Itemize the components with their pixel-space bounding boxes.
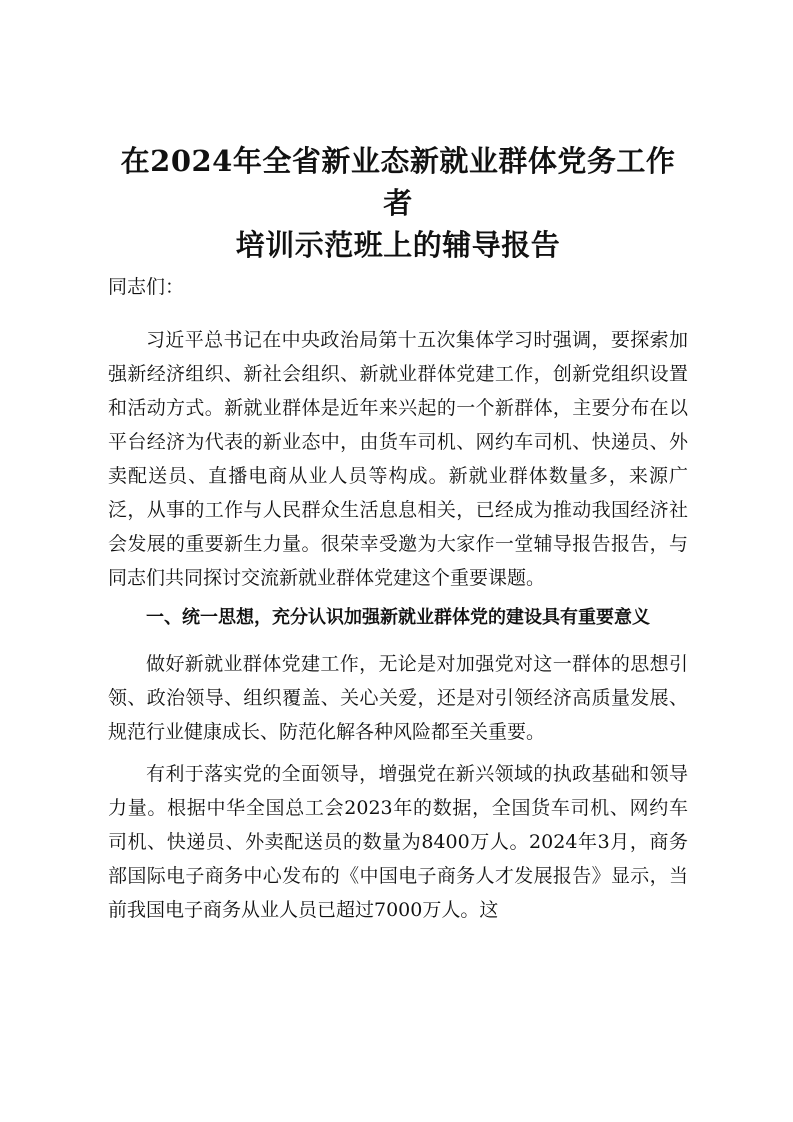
title-line-2: 培训示范班上的辅导报告 xyxy=(235,228,561,262)
document-page xyxy=(108,140,688,927)
title-line-1: 在2024年全省新业态新就业群体党务工作者 xyxy=(120,144,676,220)
section-heading-1: 一、统一思想，充分认识加强新就业群体党的建设具有重要意义 xyxy=(146,607,650,628)
salutation: 同志们： xyxy=(108,276,185,298)
section-1-paragraph-2: 有利于落实党的全面领导，增强党在新兴领域的执政基础和领导力量。根据中华全国总工会2023年的数据，全国货车司机、网约车司机、快递员、外卖配送员的数量为8400万人。2024年3月，商务部国际电子商务中心发布的《中国电子商务人才发展报告》显示，当前我国电子商务从业人员已超过7000万人。这 xyxy=(108,763,688,921)
section-1-paragraph-1: 做好新就业群体党建工作，无论是对加强党对这一群体的思想引领、政治领导、组织覆盖、关心关爱，还是对引领经济高质量发展、规范行业健康成长、防范化解各种风险都至关重要。 xyxy=(108,653,688,743)
document-title xyxy=(108,140,688,266)
intro-paragraph: 习近平总书记在中央政治局第十五次集体学习时强调，要探索加强新经济组织、新社会组织、新就业群体党建工作，创新党组织设置和活动方式。新就业群体是近年来兴起的一个新群体，主要分布在以平台经济为代表的新业态中，由货车司机、网约车司机、快递员、外卖配送员、直播电商从业人员等构成。新就业群体数量多，来源广泛，从事的工作与人民群众生活息息相关，已经成为推动我国经济社会发展的重要新生力量。很荣幸受邀为大家作一堂辅导报告报告，与同志们共同探讨交流新就业群体党建这个重要课题。 xyxy=(108,329,688,589)
